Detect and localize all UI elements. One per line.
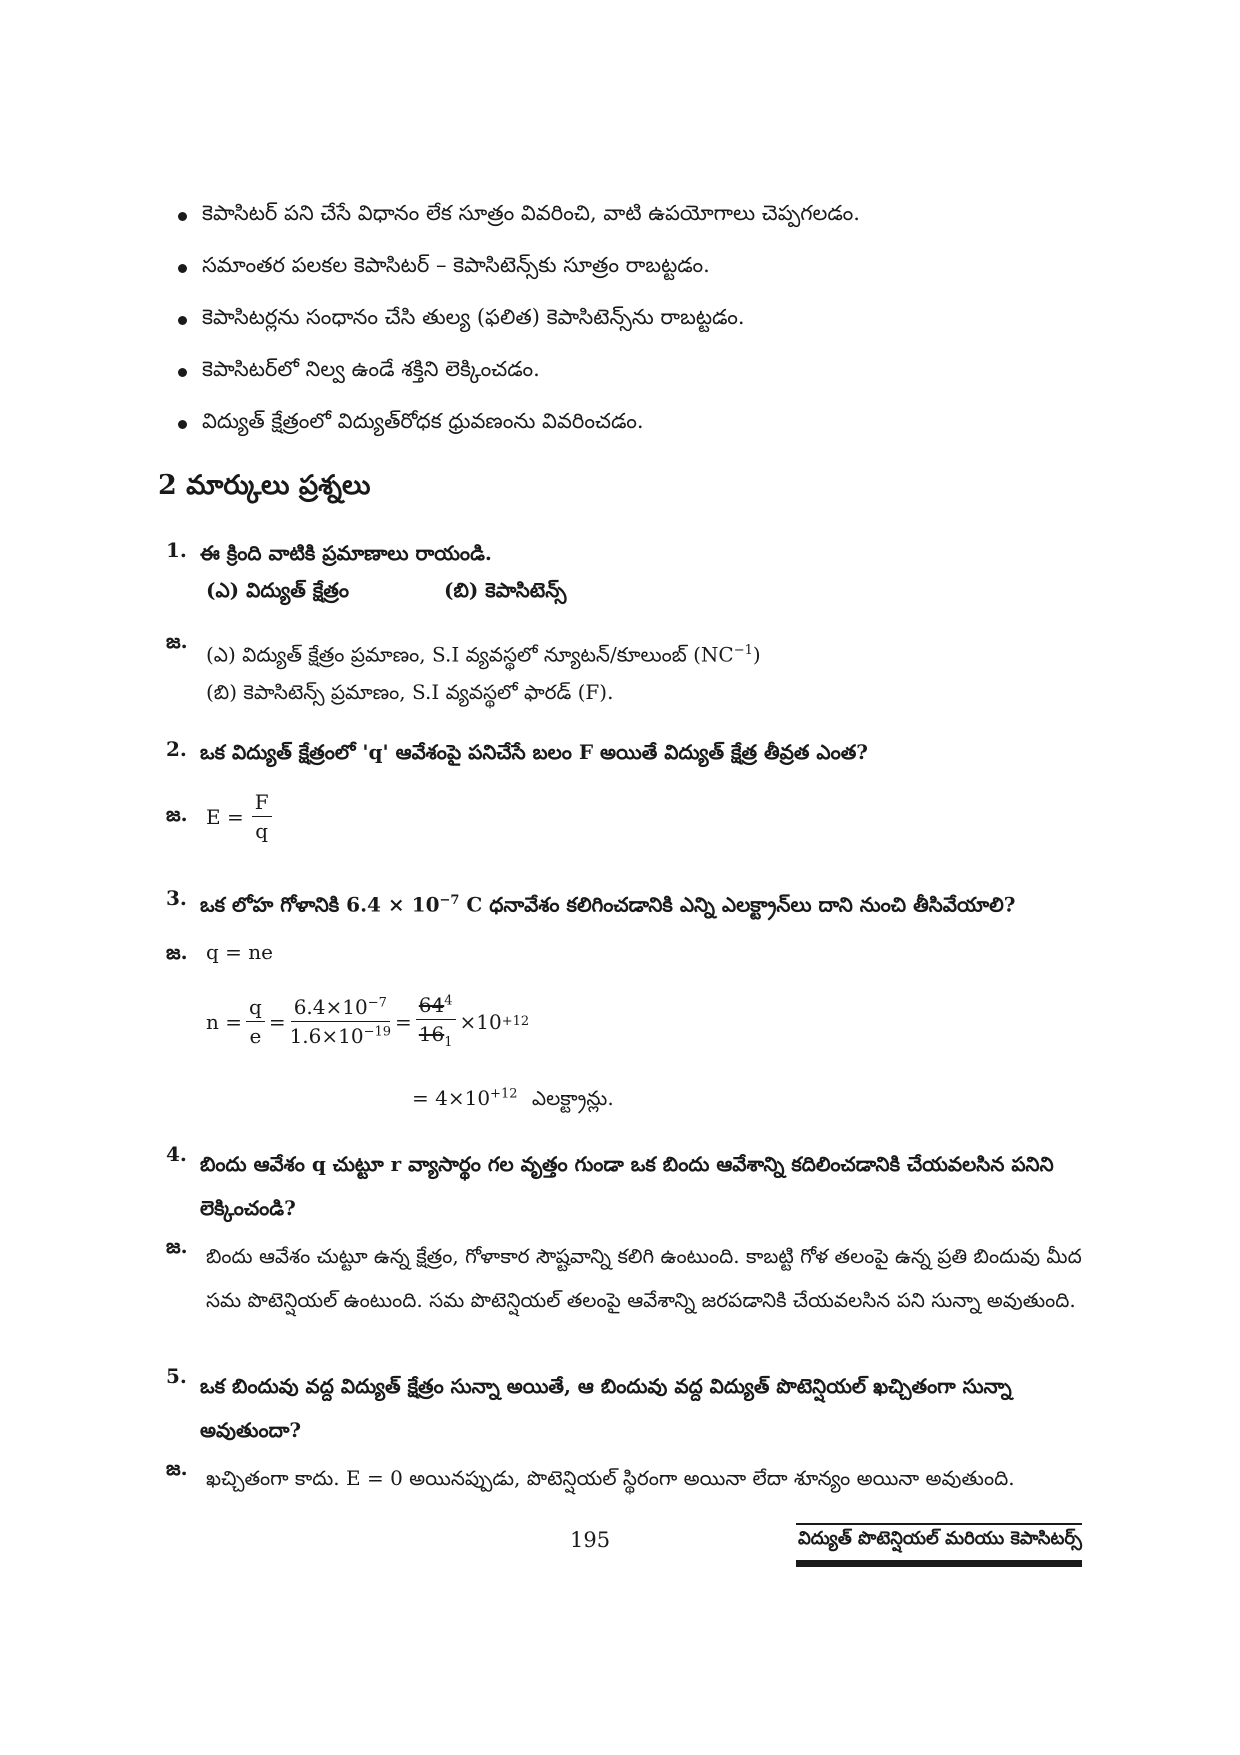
question-4 [166, 1142, 1090, 1230]
question-1-option-a: (ఎ) విద్యుత్ క్షేత్రం [206, 578, 349, 602]
question-number: 3. [166, 886, 187, 910]
question-text: ఒక లోహ గోళానికి $6.4 \times 10^{-7}$ C ధనావేశం కలిగించడానికి ఎన్ని ఎలక్ట్రాన్‌లు దాని నుంచి తీసివేయాలి? [200, 892, 1016, 917]
list-item: సమాంతర పలకల కెపాసిటర్ – కెపాసిటెన్స్‌కు సూత్రం రాబట్టడం. [178, 242, 1098, 294]
answer-label: జ. [166, 940, 188, 964]
question-5 [166, 1364, 1090, 1452]
bullet-icon [178, 212, 187, 221]
fraction-f-over-q: $\frac{F}{q}$ [252, 790, 272, 843]
answer-label: జ. [166, 802, 188, 826]
list-item: కెపాసిటర్ పని చేసే విధానం లేక సూత్రం వివరించి, వాటి ఉపయోగాలు చెప్పగలడం. [178, 190, 1098, 242]
answer-2: జ. E = $\frac{F}{q}$ [166, 790, 276, 843]
answer-text: ఖచ్చితంగా కాదు. E = 0 అయినప్పుడు, పొటెన్షియల్ స్థిరంగా అయినా లేదా శూన్యం అయినా అవుతుంది. [206, 1466, 1015, 1490]
bullet-icon [178, 316, 187, 325]
answer-text: బిందు ఆవేశం చుట్టూ ఉన్న క్షేత్రం, గోళాకార సౌష్టవాన్ని కలిగి ఉంటుంది. కాబట్టి గోళ తలంపై ఉన్న ప్రతి బిందువు మీద సమ పొటెన్షియల్ ఉంటుంది. సమ పొటెన్షియల్ తలంపై ఆవేశాన్ని జరపడానికి చేయవలసిన పని సున్నా అవుతుంది. [206, 1244, 1082, 1312]
question-text: ఒక విద్యుత్ క్షేత్రంలో 'q' ఆవేశంపై పనిచేసే బలం F అయితే విద్యుత్ క్షేత్ర తీవ్రత ఎంత? [200, 740, 868, 764]
question-2 [166, 737, 1090, 767]
answer-1: జ. (ఎ) విద్యుత్ క్షేత్రం ప్రమాణం, S.I వ్యవస్థలో న్యూటన్/కూలుంబ్ $(NC^{-1})$ [166, 629, 1096, 677]
section-title: 2 మార్కులు ప్రశ్నలు [158, 470, 371, 501]
chapter-title: విద్యుత్ పొటెన్షియల్ మరియు కెపాసిటర్స్ [798, 1528, 1082, 1549]
question-1-option-b: (బి) కెపాసిటెన్స్ [444, 578, 567, 602]
list-item: కెపాసిటర్లను సంధానం చేసి తుల్య (ఫలిత) కెపాసిటెన్స్‌ను రాబట్టడం. [178, 294, 1098, 346]
answer-1-part-a: (ఎ) విద్యుత్ క్షేత్రం ప్రమాణం, S.I వ్యవస్థలో న్యూటన్/కూలుంబ్ (NC [206, 642, 734, 667]
electron-count-equation: n = $\frac{q}{e}$ = $\frac{6.4\times 10^{-7}}{1.6\times 10^{-19}}$ = $\frac{64^4}{16_1}$ ×10 +12 [206, 993, 530, 1050]
question-number: 5. [166, 1364, 187, 1388]
list-item: విద్యుత్ క్షేత్రంలో విద్యుత్‌రోధక ధ్రువణంను వివరించడం. [178, 398, 1098, 450]
question-number: 4. [166, 1142, 187, 1166]
answer-3: జ. q = ne [166, 940, 273, 969]
footer-rule [796, 1523, 1082, 1525]
answer-label: జ. [166, 629, 188, 653]
answer-label: జ. [166, 1456, 188, 1480]
bullet-icon [178, 264, 187, 273]
bullet-icon [178, 368, 187, 377]
answer-4 [166, 1234, 1096, 1322]
question-text: ఈ క్రింది వాటికి ప్రమాణాలు రాయండి. [200, 541, 492, 565]
question-text: ఒక బిందువు వద్ద విద్యుత్ క్షేత్రం సున్నా అయితే, ఆ బిందువు వద్ద విద్యుత్ పొటెన్షియల్ ఖచ్చితంగా సున్నా అవుతుందా? [200, 1374, 1012, 1442]
question-text: బిందు ఆవేశం q చుట్టూ r వ్యాసార్థం గల వృత్తం గుండా ఒక బిందు ఆవేశాన్ని కదిలించడానికి చేయవలసిన పనిని లెక్కించండి? [200, 1152, 1054, 1220]
question-3 [166, 886, 1090, 920]
bullet-icon [178, 420, 187, 429]
answer-1-part-b: (బి) కెపాసిటెన్స్ ప్రమాణం, S.I వ్యవస్థలో ఫారడ్ (F). [206, 680, 614, 704]
electron-count-result: = $4\times 10^{+12}$ ఎలక్ట్రాన్లు. [412, 1086, 614, 1110]
question-number: 1. [166, 538, 187, 562]
question-number: 2. [166, 737, 187, 761]
page-number: 195 [570, 1528, 611, 1552]
answer-5 [166, 1456, 1096, 1500]
footer-bar [796, 1560, 1082, 1567]
list-item: కెపాసిటర్‌లో నిల్వ ఉండే శక్తిని లెక్కించడం. [178, 346, 1098, 398]
answer-label: జ. [166, 1234, 188, 1258]
question-1 [166, 538, 1090, 568]
learning-outcomes-list [178, 190, 1098, 450]
